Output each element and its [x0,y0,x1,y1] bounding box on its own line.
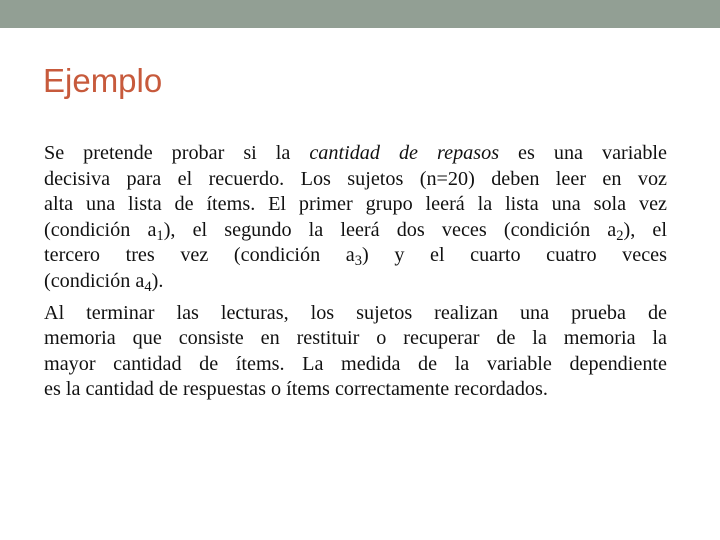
text-line [44,243,667,269]
emphasis-text: cantidad de repasos [309,142,500,164]
top-bar [0,0,720,28]
text-line [44,218,667,244]
text-line: alta una lista de ítems. El primer grupo leerá la lista una sola vez [44,193,667,216]
text-run: Se pretende probar si la [44,142,310,164]
text-run: ). [151,269,164,292]
text-line: mayor cantidad de ítems. La medida de la variable dependiente [44,352,667,375]
text-line [44,141,667,167]
text-run: ), el [623,218,667,241]
text-run: ) y el cuarto cuatro veces [362,244,667,267]
subscript: 3 [354,253,363,270]
text-line: Al terminar las lecturas, los sujetos realizan una prueba de [44,301,667,324]
subscript: 1 [156,227,164,244]
paragraph-1 [44,141,667,295]
text-run: ), el segundo la leerá dos veces (condición a [163,218,617,241]
slide-title: Ejemplo [43,62,163,99]
text-run: tercero tres vez (condición a [44,244,355,267]
text-line: memoria que consiste en restituir o recuperar de la memoria la [44,327,667,350]
subscript: 4 [144,279,152,296]
text-line [44,269,667,295]
text-run: (condición a [44,218,157,241]
text-run: (condición a [44,269,145,292]
subscript: 2 [616,227,624,244]
text-line: decisiva para el recuerdo. Los sujetos (n=20) deben leer en voz [44,167,667,190]
text-run: es una variable [499,142,667,164]
slide-body [44,141,667,403]
paragraph-2 [44,301,667,403]
text-line: es la cantidad de respuestas o ítems correctamente recordados. [44,378,548,401]
